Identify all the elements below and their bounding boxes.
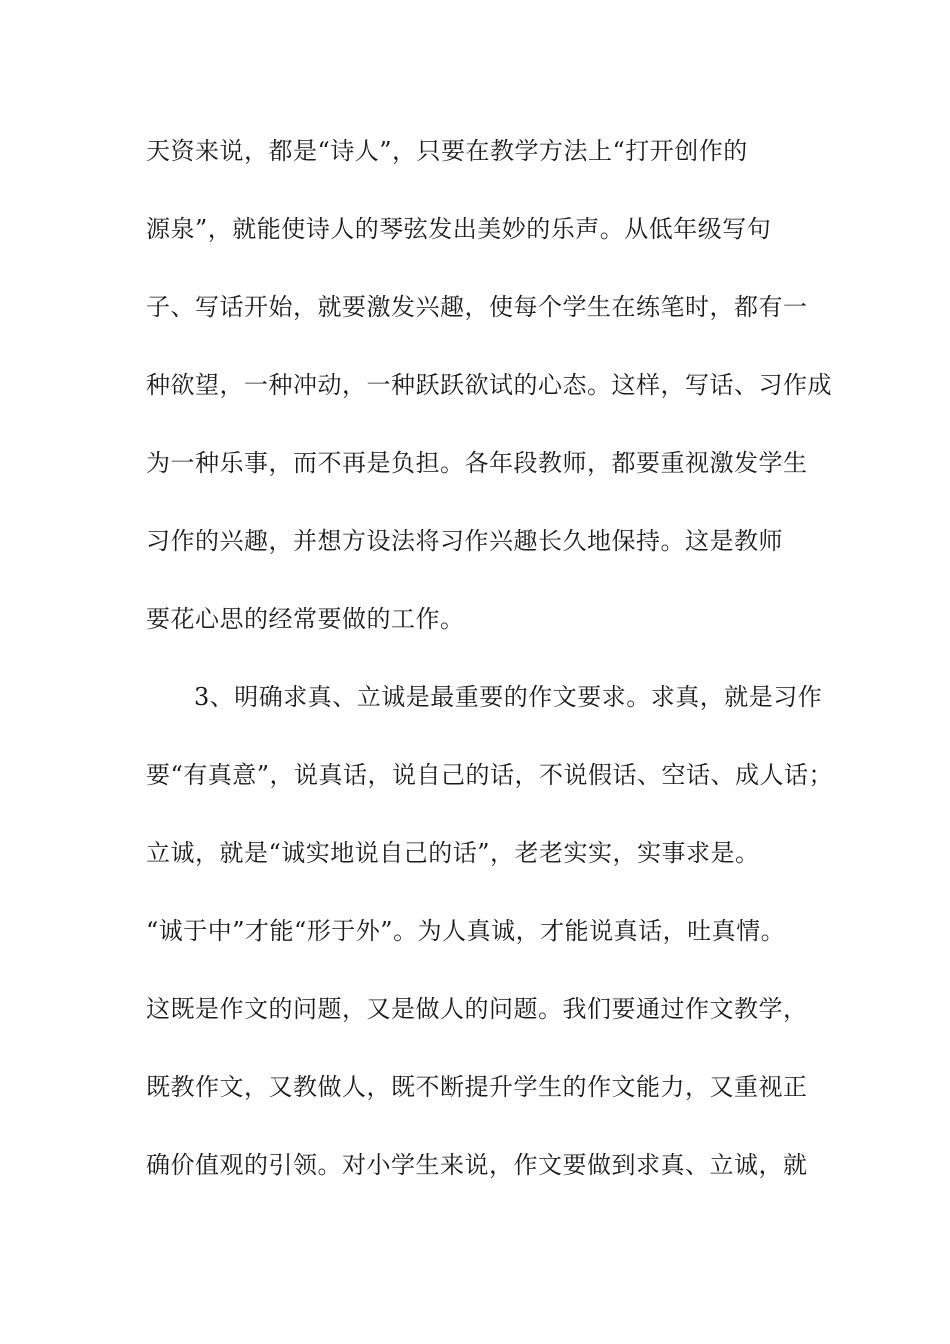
- text-line: 这既是作文的问题，又是做人的问题。我们要通过作文教学，: [146, 995, 808, 1023]
- text-line: 既教作文，又教做人，既不断提升学生的作文能力，又重视正: [146, 1073, 808, 1101]
- text-line: 种欲望，一种冲动，一种跃跃欲试的心态。这样，写话、习作成: [146, 371, 832, 399]
- text-line: 要花心思的经常要做的工作。: [146, 605, 465, 633]
- text-line: 源泉”，就能使诗人的琴弦发出美妙的乐声。从低年级写句: [146, 215, 772, 243]
- text-line: 为一种乐事，而不再是负担。各年段教师，都要重视激发学生: [146, 449, 808, 477]
- text-line: “诚于中”才能“形于外”。为人真诚，才能说真话，吐真情。: [146, 917, 786, 945]
- text-line-indented: 3、明确求真、立诚是最重要的作文要求。求真，就是习作: [194, 683, 823, 711]
- text-line: 天资来说，都是“诗人”，只要在教学方法上“打开创作的: [146, 137, 748, 165]
- text-line: 习作的兴趣，并想方设法将习作兴趣长久地保持。这是教师: [146, 527, 783, 555]
- text-line: 子、写话开始，就要激发兴趣，使每个学生在练笔时，都有一: [146, 293, 808, 321]
- text-line: 确价值观的引领。对小学生来说，作文要做到求真、立诚，就: [146, 1151, 808, 1179]
- text-line: 立诚，就是“诚实地说自己的话”，老老实实，实事求是。: [146, 839, 760, 867]
- text-line: 要“有真意”，说真话，说自己的话，不说假话、空话、成人话；: [146, 761, 834, 789]
